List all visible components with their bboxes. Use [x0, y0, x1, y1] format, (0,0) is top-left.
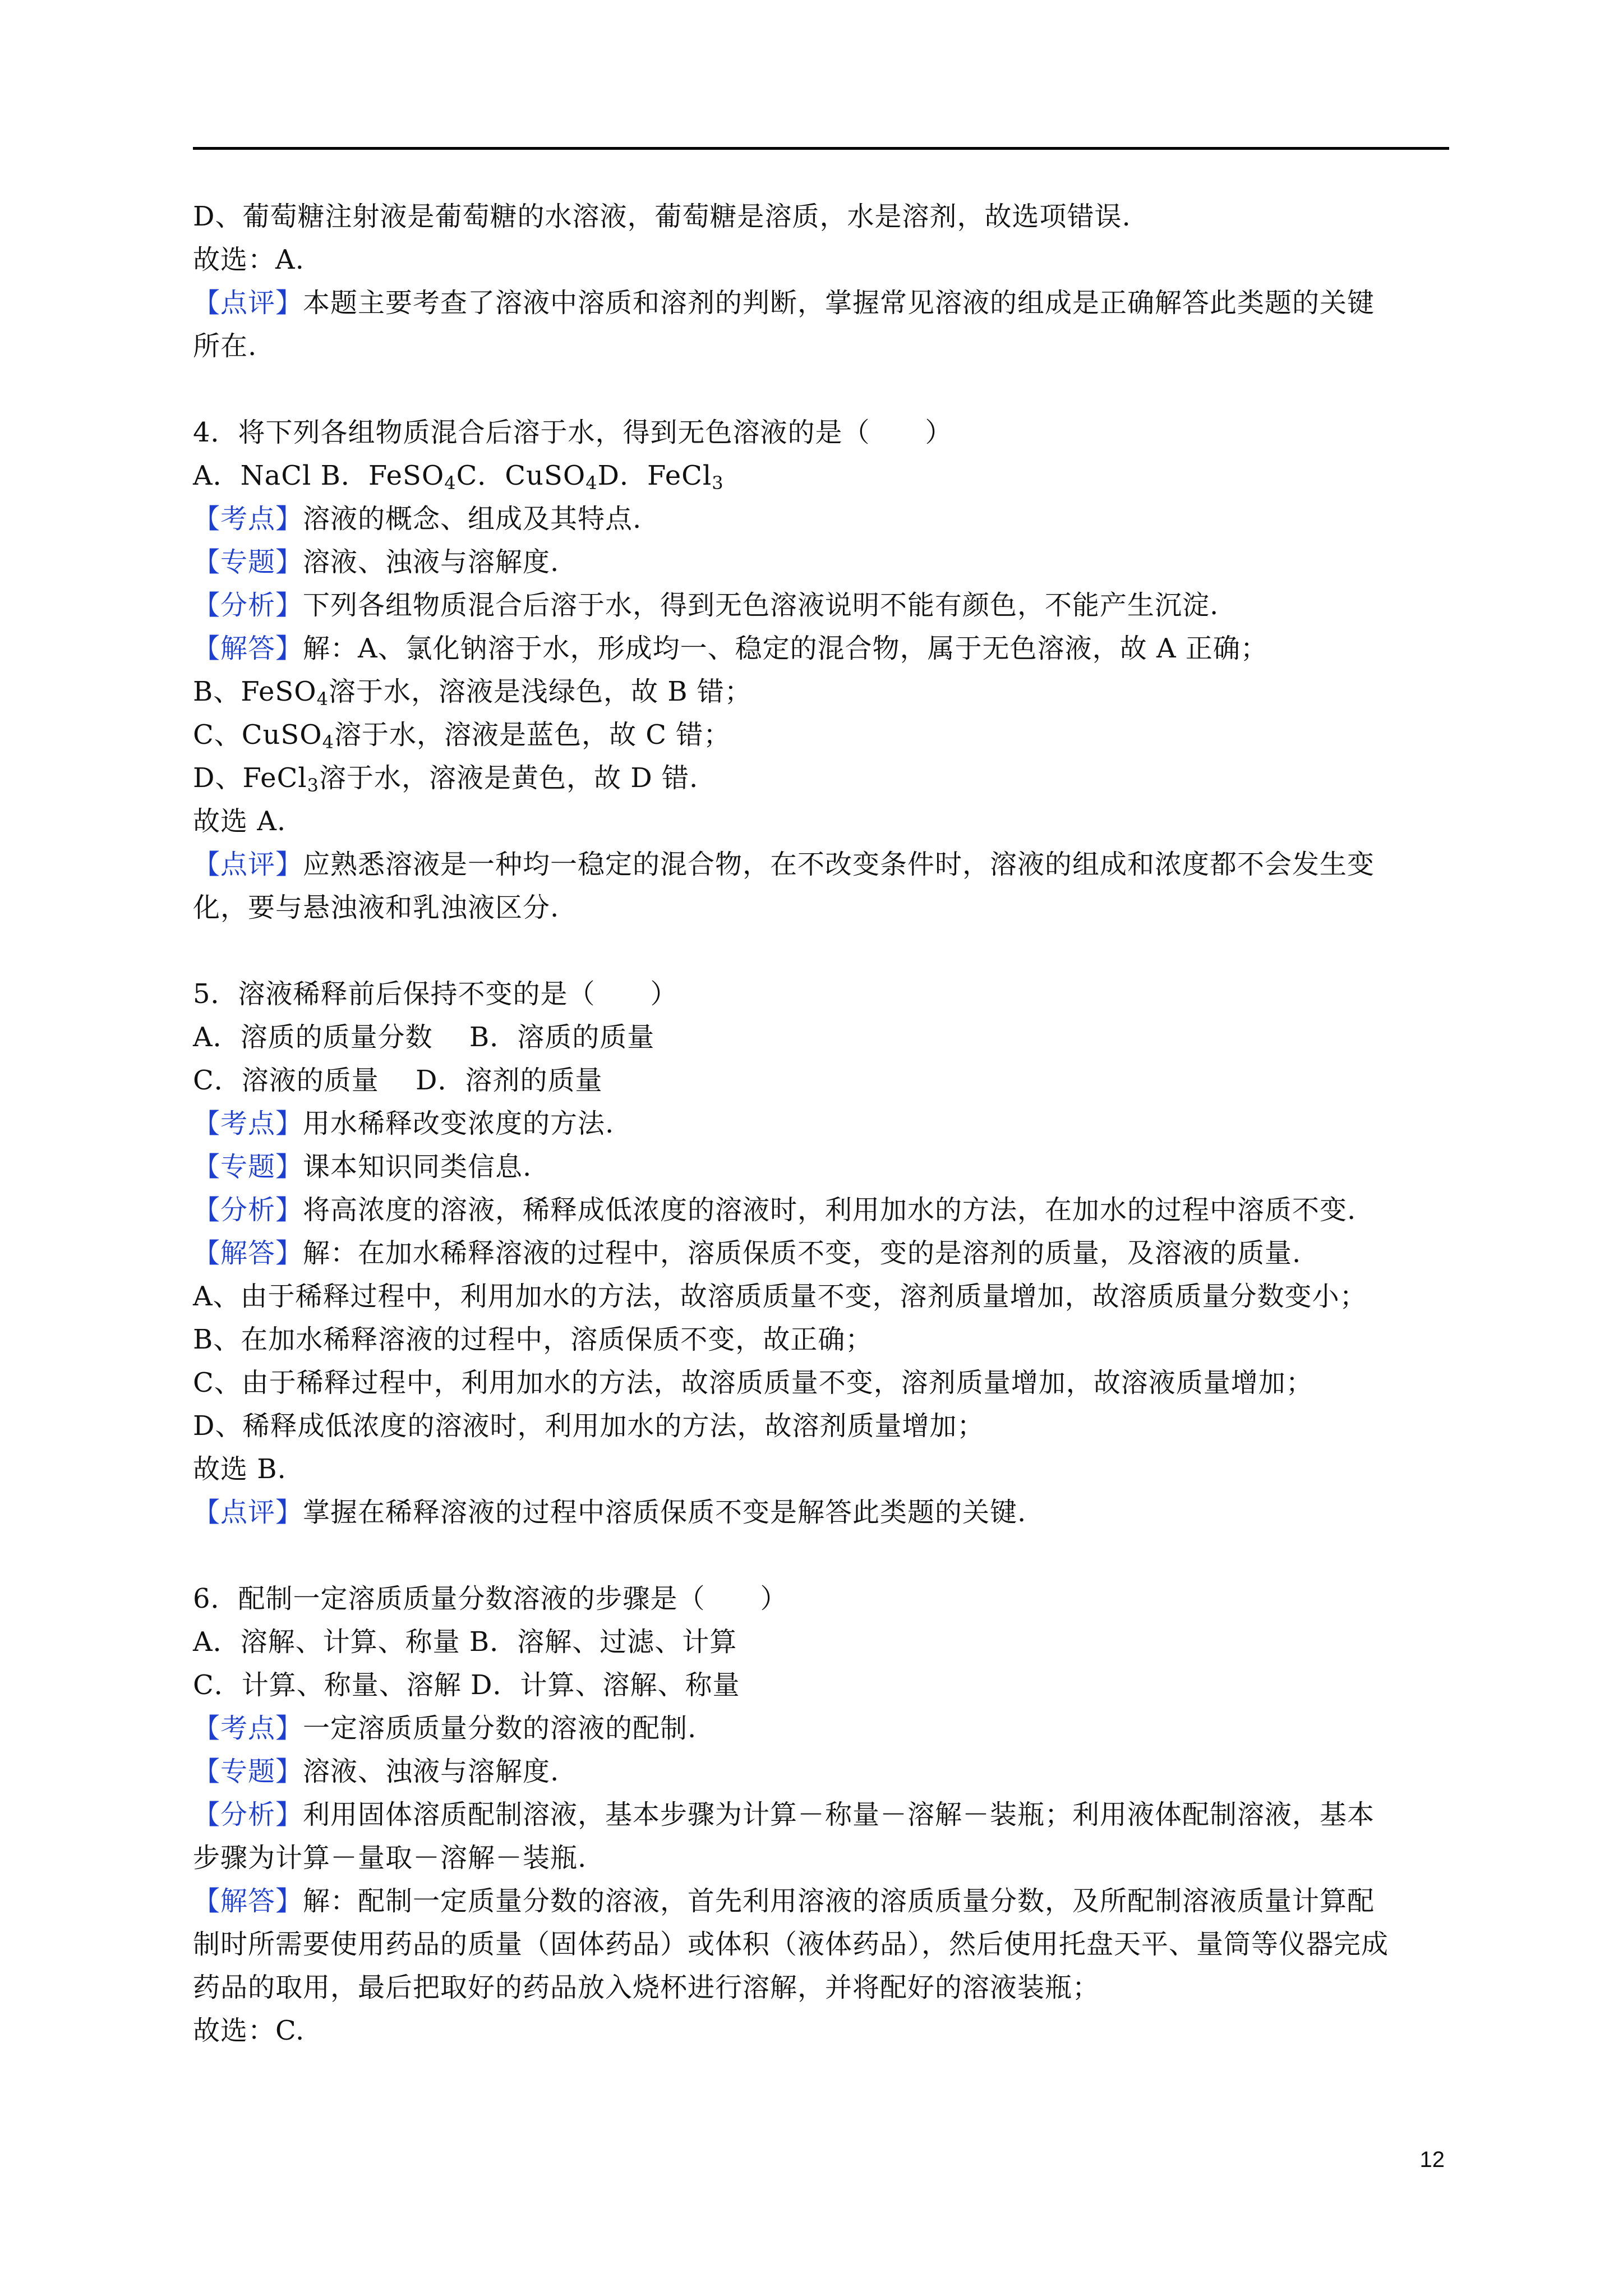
section-tag: 【解答】: [193, 1885, 303, 1917]
section-tag: 【分析】: [193, 1194, 303, 1226]
text-line: [193, 1102, 1455, 1145]
text-line: C．溶液的质量 D．溶剂的质量: [193, 1065, 603, 1096]
line-text: 掌握在稀释溶液的过程中溶质保质不变是解答此类题的关键.: [303, 1497, 1027, 1528]
line-text: B、FeSO: [193, 676, 317, 707]
section-tag: 【点评】: [193, 1497, 303, 1528]
text-line: B、在加水稀释溶液的过程中，溶质保质不变，故正确；: [193, 1324, 873, 1355]
text-line: [193, 1189, 1455, 1232]
text-line: A．溶解、计算、称量 B．溶解、过滤、计算: [193, 1626, 737, 1658]
line-text: 课本知识同类信息.: [303, 1151, 532, 1182]
text-line: A．溶质的质量分数 B．溶质的质量: [193, 1022, 655, 1053]
line-text: 一定溶质质量分数的溶液的配制.: [303, 1713, 697, 1744]
text-line: D、稀释成低浓度的溶液时，利用加水的方法，故溶剂质量增加；: [193, 1410, 985, 1442]
text-line: [193, 670, 1455, 714]
text-line: A、由于稀释过程中，利用加水的方法，故溶质质量不变，溶剂质量增加，故溶质质量分数变小；: [193, 1281, 1367, 1312]
text-line: D、葡萄糖注射液是葡萄糖的水溶液，葡萄糖是溶质，水是溶剂，故选项错误.: [193, 201, 1131, 232]
section-tag: 【解答】: [193, 633, 303, 664]
text-line: [193, 1491, 1455, 1534]
text-line: 故选：A.: [193, 244, 305, 275]
subscript: 3: [307, 775, 320, 796]
subscript: 4: [322, 731, 334, 753]
text-line: 故选 B.: [193, 1453, 287, 1485]
text-line: [193, 282, 1455, 325]
section-tag: 【考点】: [193, 503, 303, 535]
section-tag: 【分析】: [193, 1799, 303, 1830]
text-line: [193, 757, 1455, 800]
text-line: [193, 1793, 1455, 1837]
text-line: [193, 714, 1455, 757]
text-line: [193, 454, 1455, 498]
text-line: [193, 1145, 1455, 1189]
paragraph-gap: [193, 368, 1455, 411]
line-text: 用水稀释改变浓度的方法.: [303, 1108, 615, 1139]
section-tag: 【专题】: [193, 1151, 303, 1182]
text-line: 所在.: [193, 330, 257, 362]
line-text: 溶液的概念、组成及其特点.: [303, 503, 642, 535]
line-text: 溶于水，溶液是黄色，故 D 错.: [319, 762, 699, 794]
text-line: 4．将下列各组物质混合后溶于水，得到无色溶液的是（ ）: [193, 417, 953, 448]
text-line: 6．配制一定溶质质量分数溶液的步骤是（ ）: [193, 1583, 788, 1614]
text-line: [193, 1880, 1455, 1923]
line-text: 下列各组物质混合后溶于水，得到无色溶液说明不能有颜色，不能产生沉淀.: [303, 590, 1219, 621]
section-tag: 【解答】: [193, 1237, 303, 1269]
document-body: [193, 195, 1455, 2053]
text-line: [193, 843, 1455, 886]
text-line: [193, 541, 1455, 584]
line-text: 解：配制一定质量分数的溶液，首先利用溶液的溶质质量分数，及所配制溶液质量计算配: [303, 1885, 1375, 1917]
line-text: D．FeCl: [597, 460, 712, 491]
text-line: [193, 1232, 1455, 1275]
line-text: 溶于水，溶液是蓝色，故 C 错；: [334, 719, 731, 751]
line-text: D、FeCl: [193, 762, 307, 794]
line-text: C．CuSO: [456, 460, 586, 491]
header-rule: [193, 147, 1449, 150]
text-line: C．计算、称量、溶解 D．计算、溶解、称量: [193, 1669, 740, 1701]
subscript: 3: [712, 472, 724, 494]
text-line: 制时所需要使用药品的质量（固体药品）或体积（液体药品），然后使用托盘天平、量筒等仪器完成: [193, 1929, 1389, 1960]
line-text: 溶液、浊液与溶解度.: [303, 546, 560, 578]
line-text: 解：在加水稀释溶液的过程中，溶质保质不变，变的是溶剂的质量，及溶液的质量.: [303, 1237, 1302, 1269]
line-text: 利用固体溶质配制溶液，基本步骤为计算－称量－溶解－装瓶；利用液体配制溶液，基本: [303, 1799, 1375, 1830]
line-text: 应熟悉溶液是一种均一稳定的混合物，在不改变条件时，溶液的组成和浓度都不会发生变: [303, 849, 1375, 880]
text-line: 5．溶液稀释前后保持不变的是（ ）: [193, 978, 678, 1010]
text-line: 步骤为计算－量取－溶解－装瓶.: [193, 1842, 587, 1874]
page-number: 12: [1419, 2147, 1445, 2172]
text-line: 故选 A.: [193, 806, 287, 837]
text-line: [193, 1750, 1455, 1793]
subscript: 4: [316, 688, 329, 710]
section-tag: 【专题】: [193, 546, 303, 578]
section-tag: 【考点】: [193, 1108, 303, 1139]
paragraph-gap: [193, 1534, 1455, 1577]
section-tag: 【考点】: [193, 1713, 303, 1744]
text-line: C、由于稀释过程中，利用加水的方法，故溶质质量不变，溶剂质量增加，故溶液质量增加；: [193, 1367, 1313, 1398]
text-line: 药品的取用，最后把取好的药品放入烧杯进行溶解，并将配好的溶液装瓶；: [193, 1972, 1100, 2003]
line-text: A．NaCl B．FeSO: [193, 460, 445, 491]
line-text: C、CuSO: [193, 719, 322, 751]
section-tag: 【点评】: [193, 287, 303, 319]
paragraph-gap: [193, 930, 1455, 973]
line-text: 解：A、氯化钠溶于水，形成均一、稳定的混合物，属于无色溶液，故 A 正确；: [303, 633, 1268, 664]
text-line: [193, 584, 1455, 627]
text-line: [193, 1707, 1455, 1750]
line-text: 溶于水，溶液是浅绿色，故 B 错；: [328, 676, 752, 707]
text-line: 化，要与悬浊液和乳浊液区分.: [193, 892, 560, 923]
subscript: 4: [444, 472, 457, 494]
text-line: 故选：C.: [193, 2015, 305, 2046]
line-text: 本题主要考查了溶液中溶质和溶剂的判断，掌握常见溶液的组成是正确解答此类题的关键: [303, 287, 1375, 319]
section-tag: 【点评】: [193, 849, 303, 880]
subscript: 4: [585, 472, 598, 494]
text-line: [193, 627, 1455, 670]
section-tag: 【专题】: [193, 1756, 303, 1787]
line-text: 将高浓度的溶液，稀释成低浓度的溶液时，利用加水的方法，在加水的过程中溶质不变.: [303, 1194, 1357, 1226]
line-text: 溶液、浊液与溶解度.: [303, 1756, 560, 1787]
section-tag: 【分析】: [193, 590, 303, 621]
text-line: [193, 498, 1455, 541]
